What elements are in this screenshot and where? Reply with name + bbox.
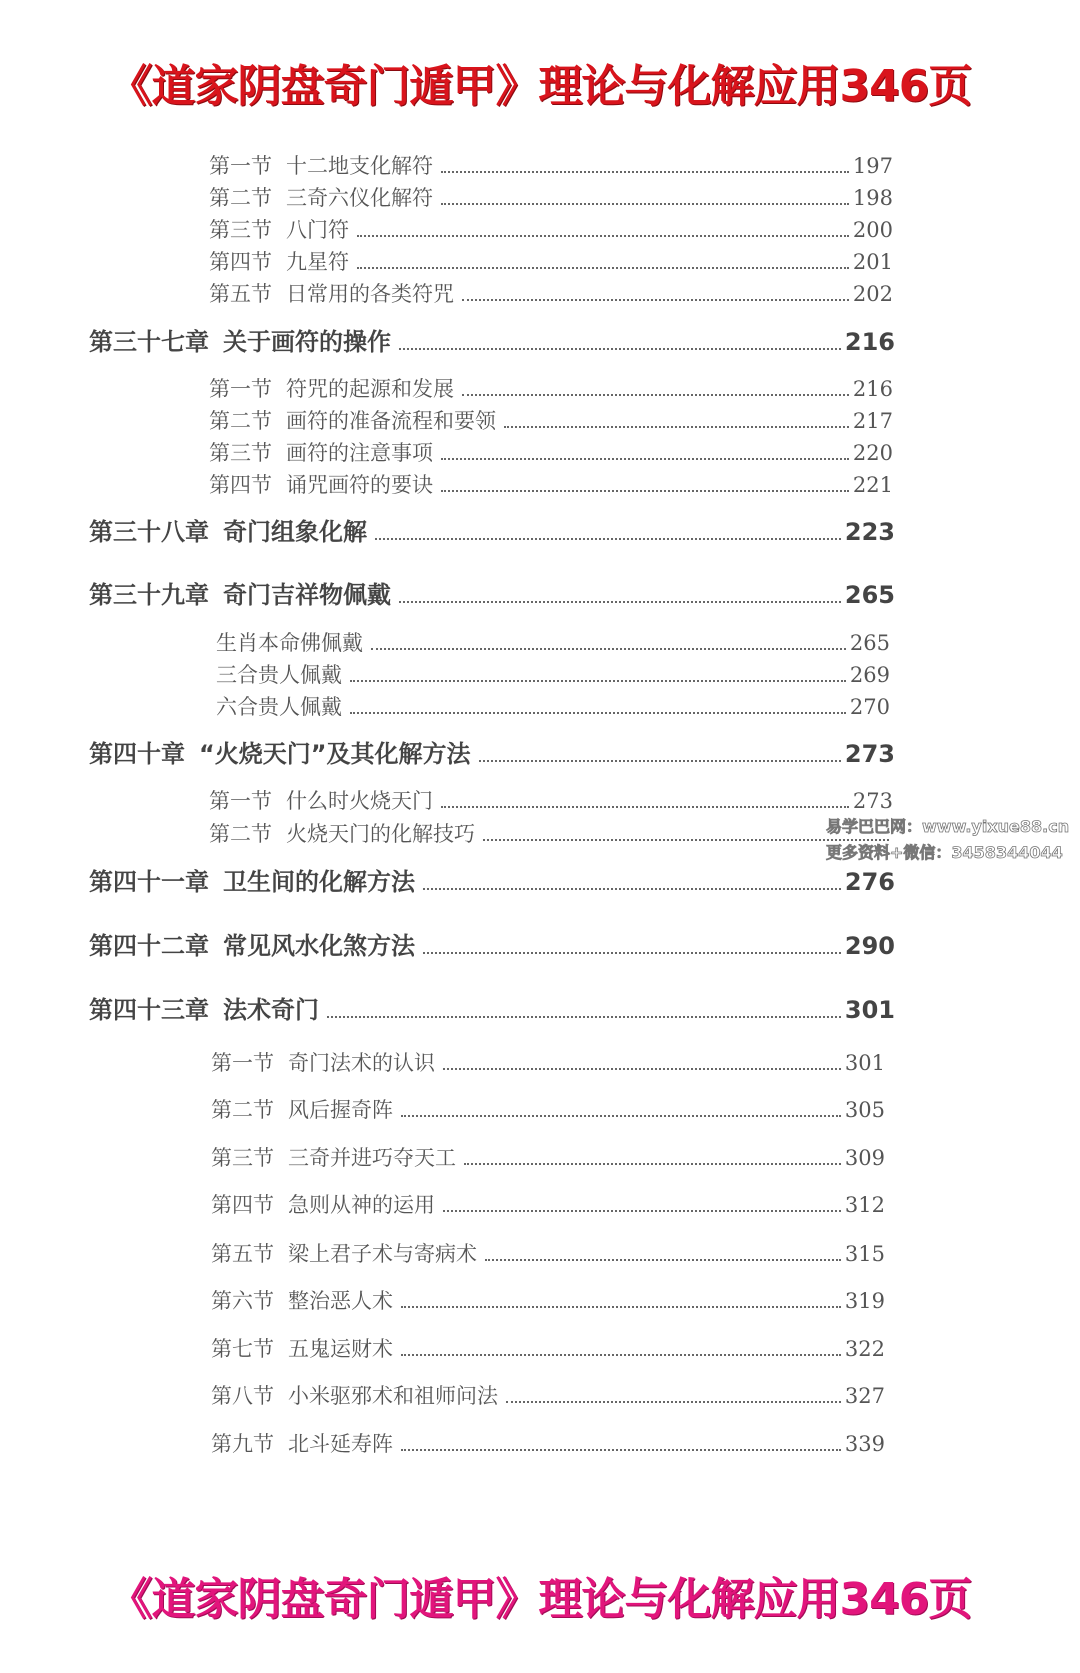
dot-leader (441, 171, 849, 173)
toc-page-number: 202 (852, 282, 893, 306)
toc-entry-title: 什么时火烧天门 (286, 789, 433, 813)
toc-page-number: 290 (844, 932, 895, 960)
toc-entry-label (89, 322, 399, 357)
toc-entry-number: 第二节 (209, 822, 272, 846)
toc-chapter-row (89, 575, 895, 610)
toc-section-row (211, 1238, 885, 1268)
dot-leader (401, 1354, 841, 1356)
toc-page-number: 312 (844, 1193, 885, 1217)
toc-entry-number: 第四十二章 (89, 932, 209, 960)
dot-leader (327, 1016, 841, 1018)
toc-chapter-row (89, 926, 895, 961)
toc-page-number: 315 (844, 1242, 885, 1266)
toc-entry-number: 第四节 (209, 473, 272, 497)
toc-entry-label (216, 691, 350, 721)
toc-entry-title: 三奇六仪化解符 (286, 186, 433, 210)
book-title-banner: 《道家阴盘奇门遁甲》理论与化解应用346页 (108, 61, 972, 112)
toc-section-row (209, 437, 893, 467)
dot-leader (485, 1259, 841, 1261)
toc-entry-label (211, 1142, 464, 1172)
toc-page-number: 273 (844, 740, 895, 768)
toc-entry-number: 第八节 (211, 1384, 274, 1408)
toc-entry-number: 第四节 (211, 1193, 274, 1217)
toc-entry-label (216, 659, 350, 689)
toc-entry-number: 第一节 (211, 1051, 274, 1075)
toc-page-number: 301 (844, 1051, 885, 1075)
toc-section-row (216, 691, 890, 721)
toc-entry-title: 风后握奇阵 (288, 1098, 393, 1122)
toc-entry-number: 第四节 (209, 250, 272, 274)
toc-entry-title: 三奇并进巧夺天工 (288, 1146, 456, 1170)
toc-entry-number: 第二节 (211, 1098, 274, 1122)
toc-page-number: 319 (844, 1289, 885, 1313)
toc-entry-number: 第二节 (209, 409, 272, 433)
dot-leader (399, 348, 841, 350)
dot-leader (504, 426, 849, 428)
toc-page-number: 273 (852, 789, 893, 813)
toc-entry-title: 三合贵人佩戴 (216, 663, 342, 687)
toc-entry-number: 第二节 (209, 186, 272, 210)
toc-entry-title: 关于画符的操作 (223, 328, 391, 356)
toc-entry-title: 奇门法术的认识 (288, 1051, 435, 1075)
toc-section-row (211, 1380, 885, 1410)
toc-entry-label (89, 926, 423, 961)
toc-entry-label (89, 734, 479, 769)
toc-entry-number: 第五节 (211, 1242, 274, 1266)
toc-entry-number: 第三节 (209, 441, 272, 465)
toc-entry-label (89, 512, 375, 547)
toc-section-row (209, 785, 893, 815)
toc-entry-title: 画符的注意事项 (286, 441, 433, 465)
toc-entry-title: 火烧天门的化解技巧 (286, 822, 475, 846)
toc-section-row (216, 627, 890, 657)
toc-entry-label (209, 469, 441, 499)
toc-entry-label (211, 1380, 506, 1410)
toc-chapter-row (89, 322, 895, 357)
dot-leader (441, 490, 849, 492)
toc-entry-title: 诵咒画符的要诀 (286, 473, 433, 497)
dot-leader (479, 760, 841, 762)
toc-page-number: 200 (852, 218, 893, 242)
dot-leader (350, 712, 846, 714)
toc-entry-title: 梁上君子术与寄病术 (288, 1242, 477, 1266)
toc-chapter-row (89, 990, 895, 1025)
toc-section-row (209, 214, 893, 244)
watermark-line-2: 更多资料+微信：3458344044 (826, 843, 1063, 862)
toc-entry-label (209, 785, 441, 815)
toc-section-row (209, 405, 893, 435)
dot-leader (423, 952, 841, 954)
toc-page-number: 217 (852, 409, 893, 433)
dot-leader (462, 394, 849, 396)
toc-entry-title: 生肖本命佛佩戴 (216, 631, 363, 655)
toc-entry-label (209, 373, 462, 403)
toc-page-number: 269 (849, 663, 890, 687)
toc-entry-number: 第四十三章 (89, 996, 209, 1024)
dot-leader (506, 1401, 841, 1403)
dot-leader (441, 806, 849, 808)
toc-entry-title: 卫生间的化解方法 (223, 868, 415, 896)
toc-entry-title: “火烧天门”及其化解方法 (199, 740, 471, 768)
book-title-banner-bottom: 《道家阴盘奇门遁甲》理论与化解应用346页 (108, 1574, 972, 1625)
toc-entry-title: 日常用的各类符咒 (286, 282, 454, 306)
toc-entry-number: 第四十章 (89, 740, 185, 768)
toc-section-row (216, 659, 890, 689)
toc-entry-label (89, 862, 423, 897)
toc-entry-number: 第九节 (211, 1432, 274, 1456)
toc-section-row (209, 182, 893, 212)
toc-entry-title: 九星符 (286, 250, 349, 274)
toc-entry-title: 北斗延寿阵 (288, 1432, 393, 1456)
toc-page-number: 276 (844, 868, 895, 896)
toc-entry-number: 第三节 (209, 218, 272, 242)
toc-entry-number: 第三十八章 (89, 518, 209, 546)
toc-section-row (209, 278, 893, 308)
toc-page-number: 197 (852, 154, 893, 178)
dot-leader (462, 299, 849, 301)
dot-leader (401, 1449, 841, 1451)
toc-entry-title: 小米驱邪术和祖师问法 (288, 1384, 498, 1408)
toc-chapter-row (89, 734, 895, 769)
toc-entry-label (209, 437, 441, 467)
toc-entry-title: 十二地支化解符 (286, 154, 433, 178)
toc-entry-number: 第三十七章 (89, 328, 209, 356)
toc-page-number: 221 (852, 473, 893, 497)
toc-section-row (211, 1428, 885, 1458)
toc-entry-label (211, 1047, 443, 1077)
watermark-line-1: 易学巴巴网：www.yixue88.cn (826, 817, 1070, 836)
dot-leader (350, 680, 846, 682)
dot-leader (357, 267, 849, 269)
toc-page-number: 201 (852, 250, 893, 274)
toc-entry-label (211, 1285, 401, 1315)
toc-page-number: 270 (849, 695, 890, 719)
dot-leader (423, 888, 841, 890)
toc-entry-title: 奇门吉祥物佩戴 (223, 581, 391, 609)
toc-entry-label (211, 1333, 401, 1363)
toc-entry-label (211, 1428, 401, 1458)
toc-entry-number: 第四十一章 (89, 868, 209, 896)
toc-entry-title: 五鬼运财术 (288, 1337, 393, 1361)
toc-entry-label (211, 1094, 401, 1124)
toc-page-number: 309 (844, 1146, 885, 1170)
toc-entry-label (209, 246, 357, 276)
toc-entry-label (209, 214, 357, 244)
toc-section-row (211, 1047, 885, 1077)
toc-page-number: 322 (844, 1337, 885, 1361)
dot-leader (371, 648, 846, 650)
toc-entry-title: 八门符 (286, 218, 349, 242)
toc-entry-title: 画符的准备流程和要领 (286, 409, 496, 433)
toc-entry-title: 急则从神的运用 (288, 1193, 435, 1217)
toc-page-number: 339 (844, 1432, 885, 1456)
toc-entry-label (209, 405, 504, 435)
toc-entry-number: 第三节 (211, 1146, 274, 1170)
toc-entry-number: 第一节 (209, 154, 272, 178)
toc-section-row (209, 469, 893, 499)
dot-leader (441, 458, 849, 460)
dot-leader (464, 1163, 841, 1165)
toc-page-number: 301 (844, 996, 895, 1024)
toc-entry-number: 第一节 (209, 789, 272, 813)
dot-leader (399, 601, 841, 603)
toc-entry-label (209, 182, 441, 212)
dot-leader (401, 1115, 841, 1117)
toc-page-number: 265 (849, 631, 890, 655)
toc-entry-number: 第六节 (211, 1289, 274, 1313)
toc-entry-title: 法术奇门 (223, 996, 319, 1024)
toc-entry-label (89, 575, 399, 610)
toc-section-row (211, 1142, 885, 1172)
toc-section-row (209, 150, 893, 180)
toc-chapter-row (89, 862, 895, 897)
toc-section-row (209, 818, 893, 848)
dot-leader (375, 538, 841, 540)
toc-page-number: 216 (844, 328, 895, 356)
toc-page-number: 216 (852, 377, 893, 401)
toc-entry-number: 第五节 (209, 282, 272, 306)
toc-page-number: 305 (844, 1098, 885, 1122)
toc-page-number: 265 (844, 581, 895, 609)
toc-entry-title: 符咒的起源和发展 (286, 377, 454, 401)
toc-entry-label (209, 278, 462, 308)
toc-entry-number: 第七节 (211, 1337, 274, 1361)
toc-section-row (209, 246, 893, 276)
dot-leader (441, 203, 849, 205)
toc-page-number: 198 (852, 186, 893, 210)
toc-entry-label (89, 990, 327, 1025)
toc-entry-label (209, 150, 441, 180)
toc-section-row (211, 1333, 885, 1363)
toc-section-row (211, 1094, 885, 1124)
toc-entry-label (211, 1189, 443, 1219)
toc-entry-title: 六合贵人佩戴 (216, 695, 342, 719)
toc-page-number: 327 (844, 1384, 885, 1408)
toc-chapter-row (89, 512, 895, 547)
toc-entry-title: 常见风水化煞方法 (223, 932, 415, 960)
toc-entry-label (216, 627, 371, 657)
toc-page-number: 223 (844, 518, 895, 546)
toc-entry-title: 整治恶人术 (288, 1289, 393, 1313)
dot-leader (401, 1306, 841, 1308)
dot-leader (443, 1210, 841, 1212)
toc-section-row (209, 373, 893, 403)
toc-entry-number: 第三十九章 (89, 581, 209, 609)
toc-entry-title: 奇门组象化解 (223, 518, 367, 546)
toc-entry-label (211, 1238, 485, 1268)
dot-leader (443, 1068, 841, 1070)
toc-entry-number: 第一节 (209, 377, 272, 401)
toc-page-number: 220 (852, 441, 893, 465)
toc-entry-label (209, 818, 483, 848)
toc-section-row (211, 1285, 885, 1315)
toc-section-row (211, 1189, 885, 1219)
dot-leader (357, 235, 849, 237)
